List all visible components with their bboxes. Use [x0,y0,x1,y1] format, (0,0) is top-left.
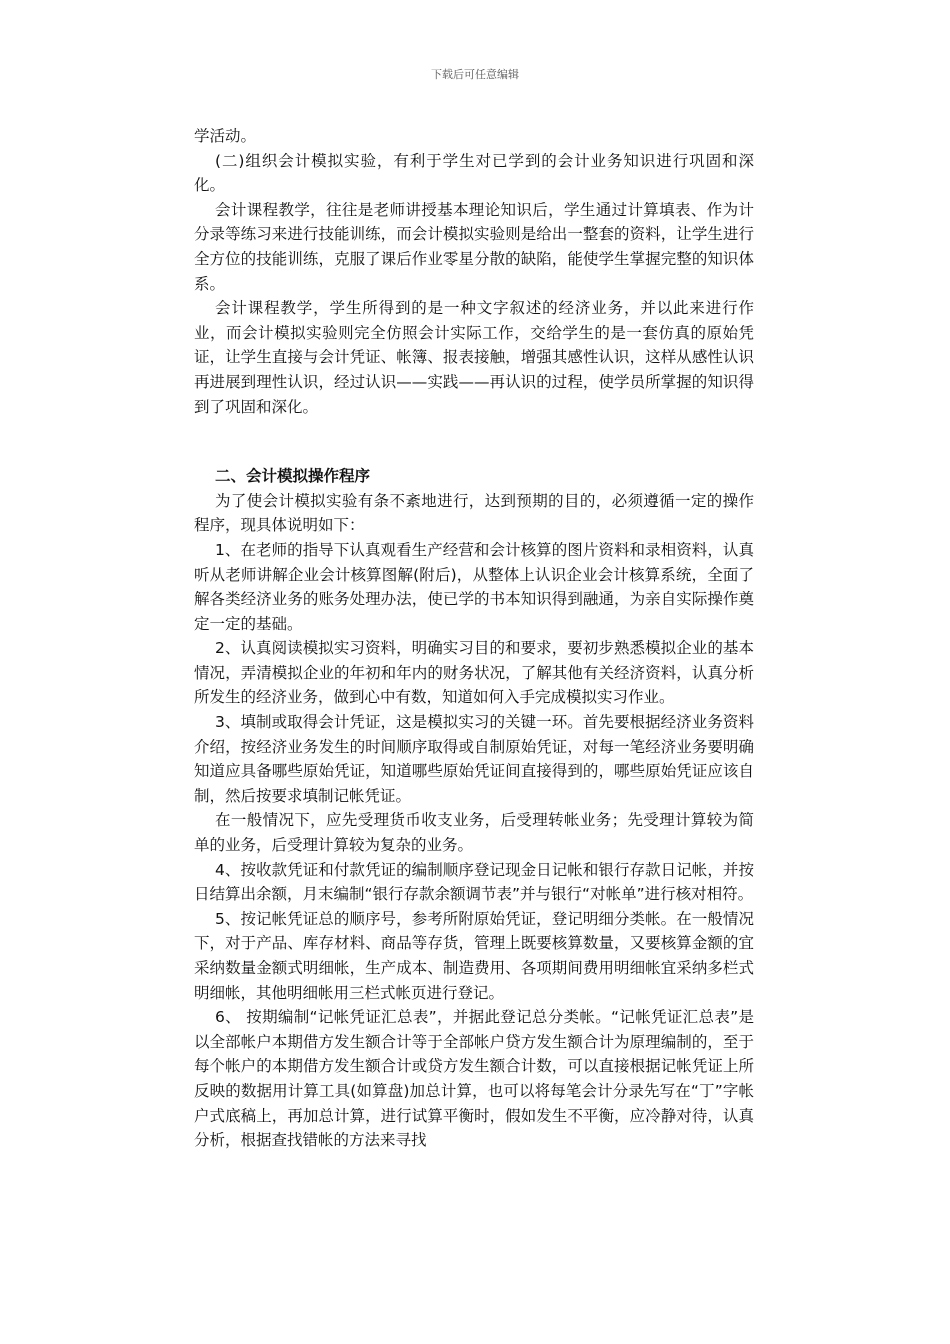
paragraph: 为了使会计模拟实验有条不紊地进行，达到预期的目的，必须遵循一定的操作程序，现具体说明如下： [194,491,754,535]
paragraph: 4、按收款凭证和付款凭证的编制顺序登记现金日记帐和银行存款日记帐，并按日结算出余额，月末编制“银行存款余额调节表”并与银行“对帐单”进行核对相符。 [194,860,754,904]
paragraph: 3、填制或取得会计凭证，这是模拟实习的关键一环。首先要根据经济业务资料介绍，按经济业务发生的时间顺序取得或自制原始凭证，对每一笔经济业务要明确知道应具备哪些原始凭证，知道哪些原始凭证间直接得到的，哪些原始凭证应该自制，然后按要求填制记帐凭证。 [194,713,754,805]
paragraph: 5、按记帐凭证总的顺序号，参考所附原始凭证，登记明细分类帐。在一般情况下，对于产品、库存材料、商品等存货，管理上既要核算数量，又要核算金额的宜采纳数量金额式明细帐，生产成本、制造费用、各项期间费用明细帐宜采纳多栏式明细帐，其他明细帐用三栏式帐页进行登记。 [194,909,754,1002]
paragraph: (二)组织会计模拟实验，有利于学生对已学到的会计业务知识进行巩固和深化。 [194,151,754,195]
paragraph: 在一般情况下，应先受理货币收支业务，后受理转帐业务；先受理计算较为简单的业务，后受理计算较为复杂的业务。 [194,811,754,855]
document-body [194,124,754,1153]
paragraph: 6、 按期编制“记帐凭证汇总表”，并据此登记总分类帐。“记帐凭证汇总表”是以全部帐户本期借方发生额合计等于全部帐户贷方发生额合计为原理编制的，至于每个帐户的本期借方发生额合计或贷方发生额合计数，可以直接根据记帐凭证上所反映的数据用计算工具(如算盘)加总计算，也可以将每笔会计分录先写在“丁”字帐户式底稿上，再加总计算，进行试算平衡时，假如发生不平衡，应冷静对待，认真分析，根据查找错帐的方法来寻找 [194,1008,754,1150]
section-spacer [194,419,754,464]
paragraph: 学活动。 [194,127,257,145]
paragraph: 2、认真阅读模拟实习资料，明确实习目的和要求，要初步熟悉模拟企业的基本情况，弄清模拟企业的年初和年内的财务状况，了解其他有关经济资料，认真分析所发生的经济业务，做到心中有数，知道如何入手完成模拟实习作业。 [194,639,754,707]
page-header: 下载后可任意编辑 [431,68,519,81]
paragraph: 1、在老师的指导下认真观看生产经营和会计核算的图片资料和录相资料，认真听从老师讲解企业会计核算图解(附后)，从整体上认识企业会计核算系统，全面了解各类经济业务的账务处理办法，使已学的书本知识得到融通，为亲自实际操作奠定一定的基础。 [194,540,754,633]
paragraph: 会计课程教学，学生所得到的是一种文字叙述的经济业务，并以此来进行作业，而会计模拟实验则完全仿照会计实际工作，交给学生的是一套仿真的原始凭证，让学生直接与会计凭证、帐簿、报表接触，增强其感性认识，这样从感性认识再进展到理性认识，经过认识——实践——再认识的过程，使学员所掌握的知识得到了巩固和深化。 [194,299,754,416]
paragraph: 会计课程教学，往往是老师讲授基本理论知识后，学生通过计算填表、作为计分录等练习来进行技能训练，而会计模拟实验则是给出一整套的资料，让学生进行全方位的技能训练，克服了课后作业零星分散的缺陷，能使学生掌握完整的知识体系。 [194,200,754,293]
section-heading: 二、会计模拟操作程序 [215,467,371,486]
